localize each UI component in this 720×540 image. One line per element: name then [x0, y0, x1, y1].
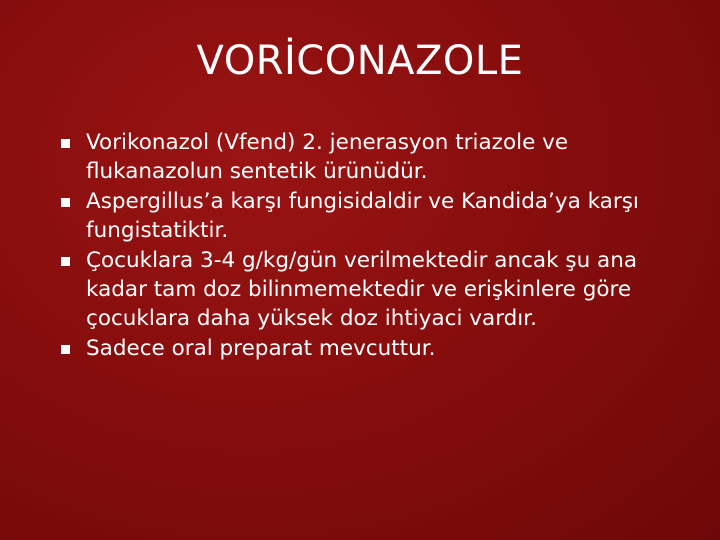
square-bullet-icon [61, 139, 70, 148]
square-bullet-icon [61, 257, 70, 266]
slide-title: VORİCONAZOLE [196, 38, 524, 84]
bullet-text: Aspergillus’a karşı fungisidaldir ve Kandida’ya karşı fungistatiktir. [86, 189, 639, 243]
bullet-text: Vorikonazol (Vfend) 2. jenerasyon triazole ve flukanazolun sentetik ürünüdür. [86, 130, 569, 184]
square-bullet-icon [61, 198, 70, 207]
bullet-item [58, 187, 698, 245]
bullet-text: Sadece oral preparat mevcuttur. [86, 336, 436, 361]
bullet-item [58, 128, 698, 186]
bullet-item [58, 334, 698, 363]
bullet-item [58, 246, 698, 333]
bullet-list [58, 128, 698, 364]
bullet-text: Çocuklara 3-4 g/kg/gün verilmektedir ancak şu ana kadar tam doz bilinmemektedir ve erişkinlere göre çocuklara daha yüksek doz ihtiyaci vardır. [86, 248, 638, 331]
square-bullet-icon [61, 345, 70, 354]
